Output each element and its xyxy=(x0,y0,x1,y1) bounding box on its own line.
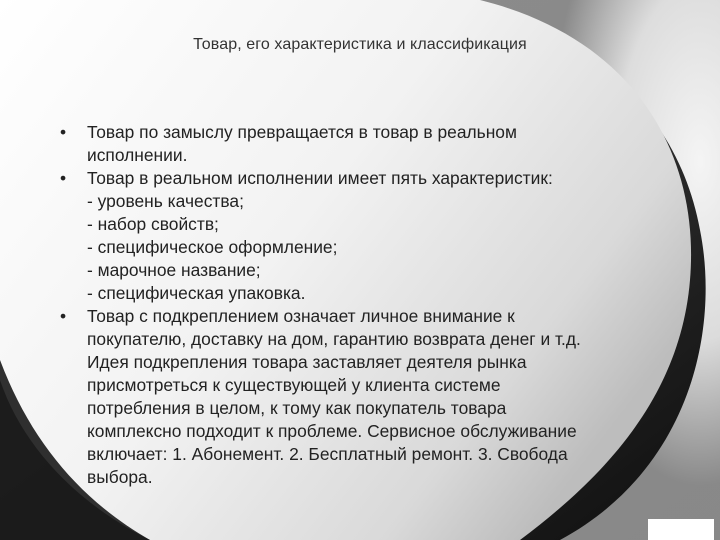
bullet-text-line: выбора. xyxy=(87,467,153,487)
bullet-text-line: Товар по замыслу превращается в товар в реальном xyxy=(87,122,517,142)
bullet-item xyxy=(56,305,696,489)
bullet-text-line: включает: 1. Абонемент. 2. Бесплатный ремонт. 3. Свобода xyxy=(87,444,568,464)
bullet-text-line: потребления в целом, к тому как покупатель товара xyxy=(87,398,507,418)
bullet-text-line: - уровень качества; xyxy=(87,191,244,211)
bullet-text-line: исполнении. xyxy=(87,145,188,165)
bullet-list xyxy=(56,121,696,489)
bullet-text-line: Товар с подкреплением означает личное внимание к xyxy=(87,306,515,326)
corner-box xyxy=(648,519,714,540)
bullet-marker: • xyxy=(60,306,67,326)
slide-title: Товар, его характеристика и классификация xyxy=(193,36,527,53)
bullet-marker: • xyxy=(60,168,67,188)
bullet-text-line: присмотреться к существующей у клиента системе xyxy=(87,375,501,395)
bullet-text-line: комплексно подходит к проблеме. Сервисное обслуживание xyxy=(87,421,577,441)
bullet-text-line: - специфическая упаковка. xyxy=(87,283,306,303)
bullet-item xyxy=(56,167,696,305)
bullet-text-line: Товар в реальном исполнении имеет пять характеристик: xyxy=(87,168,553,188)
bullet-item xyxy=(56,121,696,167)
bullet-text-line: Идея подкрепления товара заставляет деятеля рынка xyxy=(87,352,527,372)
bullet-text-line: покупателю, доставку на дом, гарантию возврата денег и т.д. xyxy=(87,329,581,349)
bullet-text-line: - марочное название; xyxy=(87,260,261,280)
bullet-marker: • xyxy=(60,122,67,142)
bullet-text-line: - набор свойств; xyxy=(87,214,219,234)
bullet-text-line: - специфическое оформление; xyxy=(87,237,338,257)
